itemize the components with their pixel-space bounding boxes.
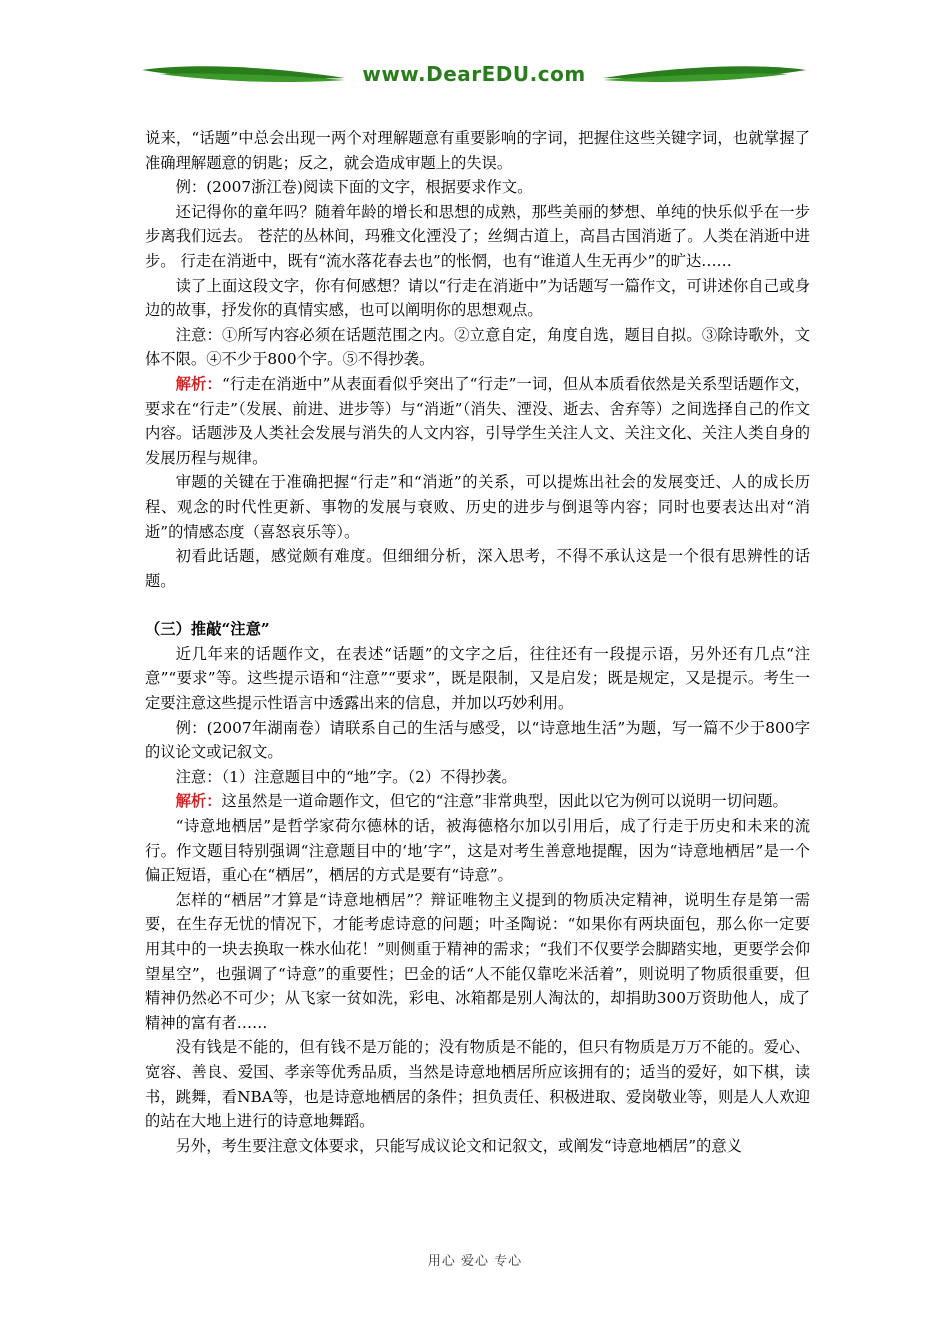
- analysis-label: 解析：: [175, 792, 222, 811]
- paragraph: 没有钱是不能的，但有钱不是万能的；没有物质是不能的，但只有物质是万万不能的。爱心、宽容、善良、爱国、孝亲等优秀品质，当然是诗意地栖居所应该拥有的；适当的爱好，如下棋，读书，跳舞，看NBA等，也是诗意地栖居的条件；担负责任、积极进取、爱岗敬业等，则是人人欢迎的站在大地上进行的诗意地舞蹈。: [145, 1038, 810, 1131]
- paragraph: 注意：①所写内容必须在话题范围之内。②立意自定，角度自选，题目自拟。③除诗歌外，文体不限。④不少于800个字。⑤不得抄袭。: [145, 325, 810, 369]
- paragraph: 例：(2007浙江卷)阅读下面的文字，根据要求作文。: [175, 178, 533, 197]
- site-logo: www.DearEDU.com: [362, 62, 586, 86]
- site-header: [140, 58, 808, 98]
- paragraph: 初看此话题，感觉颇有难度。但细细分析，深入思考，不得不承认这是一个很有思辨性的话题。: [145, 547, 810, 590]
- paragraph: 读了上面这段文字，你有何感想？请以“行走在消逝中”为话题写一篇作文，可讲述你自己或身边的故事，抒发你的真情实感，也可以阐明你的思想观点。: [145, 276, 810, 320]
- paragraph: 还记得你的童年吗？随着年龄的增长和思想的成熟，那些美丽的梦想、单纯的快乐似乎在一步步离我们远去。 苍茫的丛林间，玛雅文化湮没了；丝绸古道上，高昌古国消逝了。人类在消逝中进步。 行走在消逝中，既有“流水落花春去也”的怅惘，也有“谁道人生无再少”的旷达……: [145, 202, 810, 270]
- paragraph: 审题的关键在于准确把握“行走”和“消逝”的关系，可以提炼出社会的发展变迁、人的成长历程、观念的时代性更新、事物的发展与衰败、历史的进步与倒退等内容；同时也要表达出对“消逝”的情感态度（喜怒哀乐等）。: [145, 473, 810, 541]
- document-body: [145, 126, 810, 1158]
- analysis-paragraph: [145, 789, 810, 814]
- analysis-paragraph: [145, 372, 810, 470]
- analysis-text: “行走在消逝中”从表面看似乎突出了“行走”一词，但从本质看依然是关系型话题作文，要求在“行走”（发展、前进、进步等）与“消逝”（消失、湮没、逝去、舍弃等）之间选择自己的作文内容。话题涉及人类社会发展与消失的人文内容，引导学生关注人文、关注文化、关注人类自身的发展历程与规律。: [145, 374, 810, 467]
- paragraph: 另外，考生要注意文体要求，只能写成议论文和记叙文，或阐发“诗意地栖居”的意义: [175, 1136, 742, 1155]
- paragraph: 说来，“话题”中总会出现一两个对理解题意有重要影响的字词，把握住这些关键字词，也就掌握了准确理解题意的钥匙；反之，就会造成审题上的失误。: [145, 129, 810, 172]
- paragraph: 怎样的“栖居”才算是“诗意地栖居”？辩证唯物主义提到的物质决定精神，说明生存是第一需要，在生存无忧的情况下，才能考虑诗意的问题；叶圣陶说：“如果你有两块面包，那么你一定要用其中的一块去换取一株水仙花！”则侧重于精神的需求；“我们不仅要学会脚踏实地，更要学会仰望星空”，也强调了“诗意”的重要性；巴金的话“人不能仅靠吃米活着”，则说明了物质很重要，但精神仍然必不可少；从飞家一贫如洗，彩电、冰箱都是别人淘汰的，却捐助300万资助他人，成了精神的富有者……: [145, 890, 810, 1032]
- paragraph: 注意：（1）注意题目中的“地”字。（2）不得抄袭。: [175, 767, 517, 786]
- analysis-text: 这虽然是一道命题作文，但它的“注意”非常典型，因此以它为例可以说明一切问题。: [221, 792, 788, 811]
- analysis-label: 解析：: [175, 374, 222, 393]
- paragraph: 近几年来的话题作文，在表述“话题”的文字之后，往往还有一段提示语，另外还有几点“注意”“要求”等。这些提示语和“注意”“要求”，既是限制，又是启发；既是规定，又是提示。考生一定要注意这些提示性语言中透露出来的信息，并加以巧妙利用。: [145, 644, 810, 713]
- page-footer: 用心 爱心 专心: [427, 1254, 523, 1269]
- section-heading: （三）推敲“注意”: [145, 620, 270, 639]
- paragraph: “诗意地栖居”是哲学家荷尔德林的话，被海德格尔加以引用后，成了行走于历史和未来的流行。作文题目特别强调“注意题目中的‘地’字”，这是对考生善意地提醒，因为“诗意地栖居”是一个偏正短语，重心在“栖居”，栖居的方式是要有“诗意”。: [145, 817, 810, 885]
- paragraph: 例：(2007年湖南卷）请联系自己的生活与感受，以“诗意地生活”为题，写一篇不少于800字的议论文或记叙文。: [145, 718, 810, 762]
